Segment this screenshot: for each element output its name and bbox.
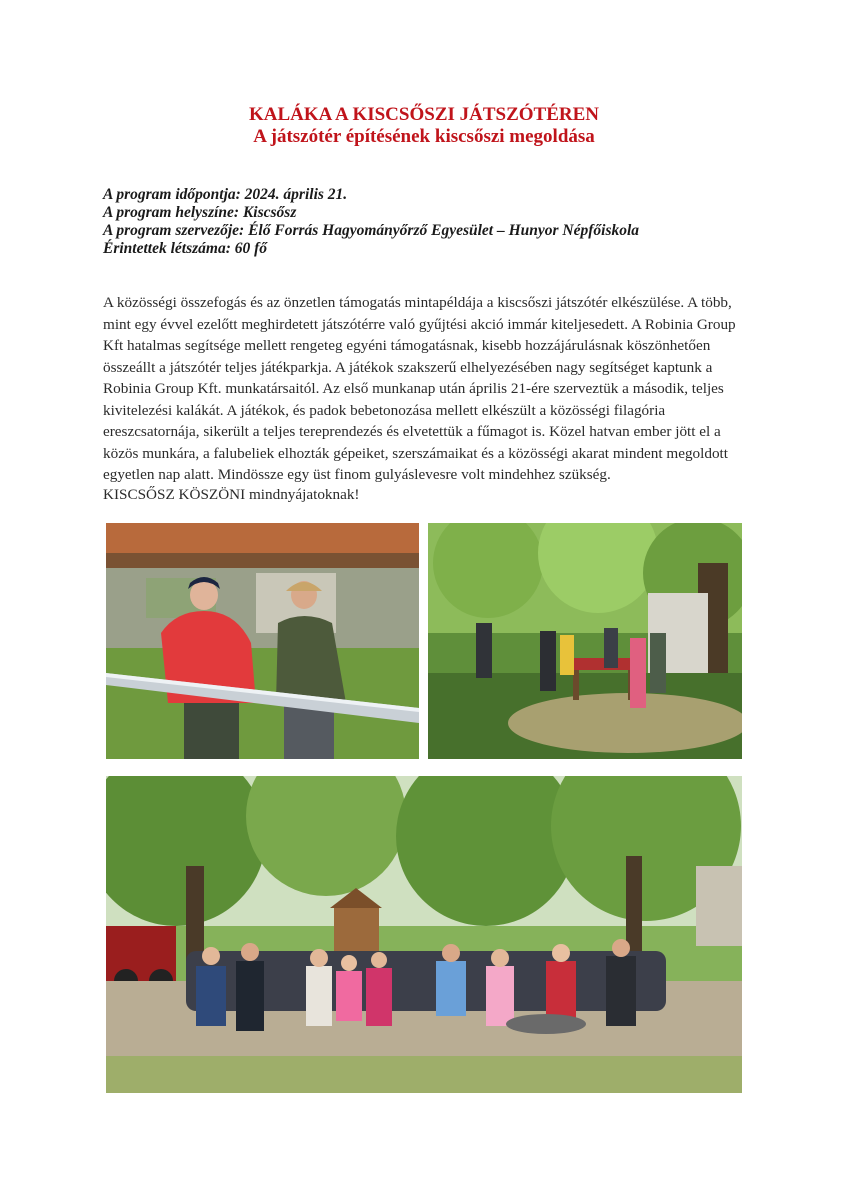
photo-gutter-installation: [106, 523, 419, 759]
program-participants: Érintettek létszáma: 60 fő: [103, 240, 268, 257]
program-organizer: A program szervezője: Élő Forrás Hagyományőrző Egyesület – Hunyor Népfőiskola: [103, 222, 640, 239]
article-body: [103, 292, 743, 486]
program-date: A program időpontja: 2024. április 21.: [103, 186, 348, 203]
thanks-line: KISCSŐSZ KÖSZÖNI mindnyájatoknak!: [103, 486, 360, 503]
program-info: [103, 186, 639, 258]
page-title: KALÁKA A KISCSŐSZI JÁTSZÓTÉREN: [248, 104, 600, 125]
photo-garden-table: [428, 523, 742, 759]
article-paragraph: A közösségi összefogás és az önzetlen támogatás mintapéldája a kiscsőszi játszótér elkészülése. A több, mint egy évvel ezelőtt meghirdetett játszótérre való gyűjtési akció immár kiteljesedett. A Robinia Group Kft hatalmas segítsége mellett rengeteg egyéni támogatásnak, kisebb hozzájárulásnak köszönhetően összeállt a játszótér teljes játékparkja. A játékok szakszerű elhelyezésében nagy segítséget kaptunk a Robinia Group Kft. munkatársaitól. Az első munkanap után április 21-ére szerveztük a második, teljes kivitelezési kalákát. A játékok, és padok bebetonozása mellett elkészült a közösségi filagória ereszcsatornája, sikerült a teljes tereprendezés és elvetettük a fűmagot is. Közel hatvan ember jött el a közös munkára, a falubeliek elhozták gépeiket, szerszámaikat és a közösségi akarat mindent megoldott egyetlen nap alatt. Mindössze egy üst finom gulyáslevesre volt mindehhez szükség.: [103, 294, 736, 483]
program-place: A program helyszíne: Kiscsősz: [103, 204, 297, 221]
page-subtitle: A játszótér építésének kiscsőszi megoldása: [253, 126, 595, 147]
photo-group: [106, 776, 742, 1093]
